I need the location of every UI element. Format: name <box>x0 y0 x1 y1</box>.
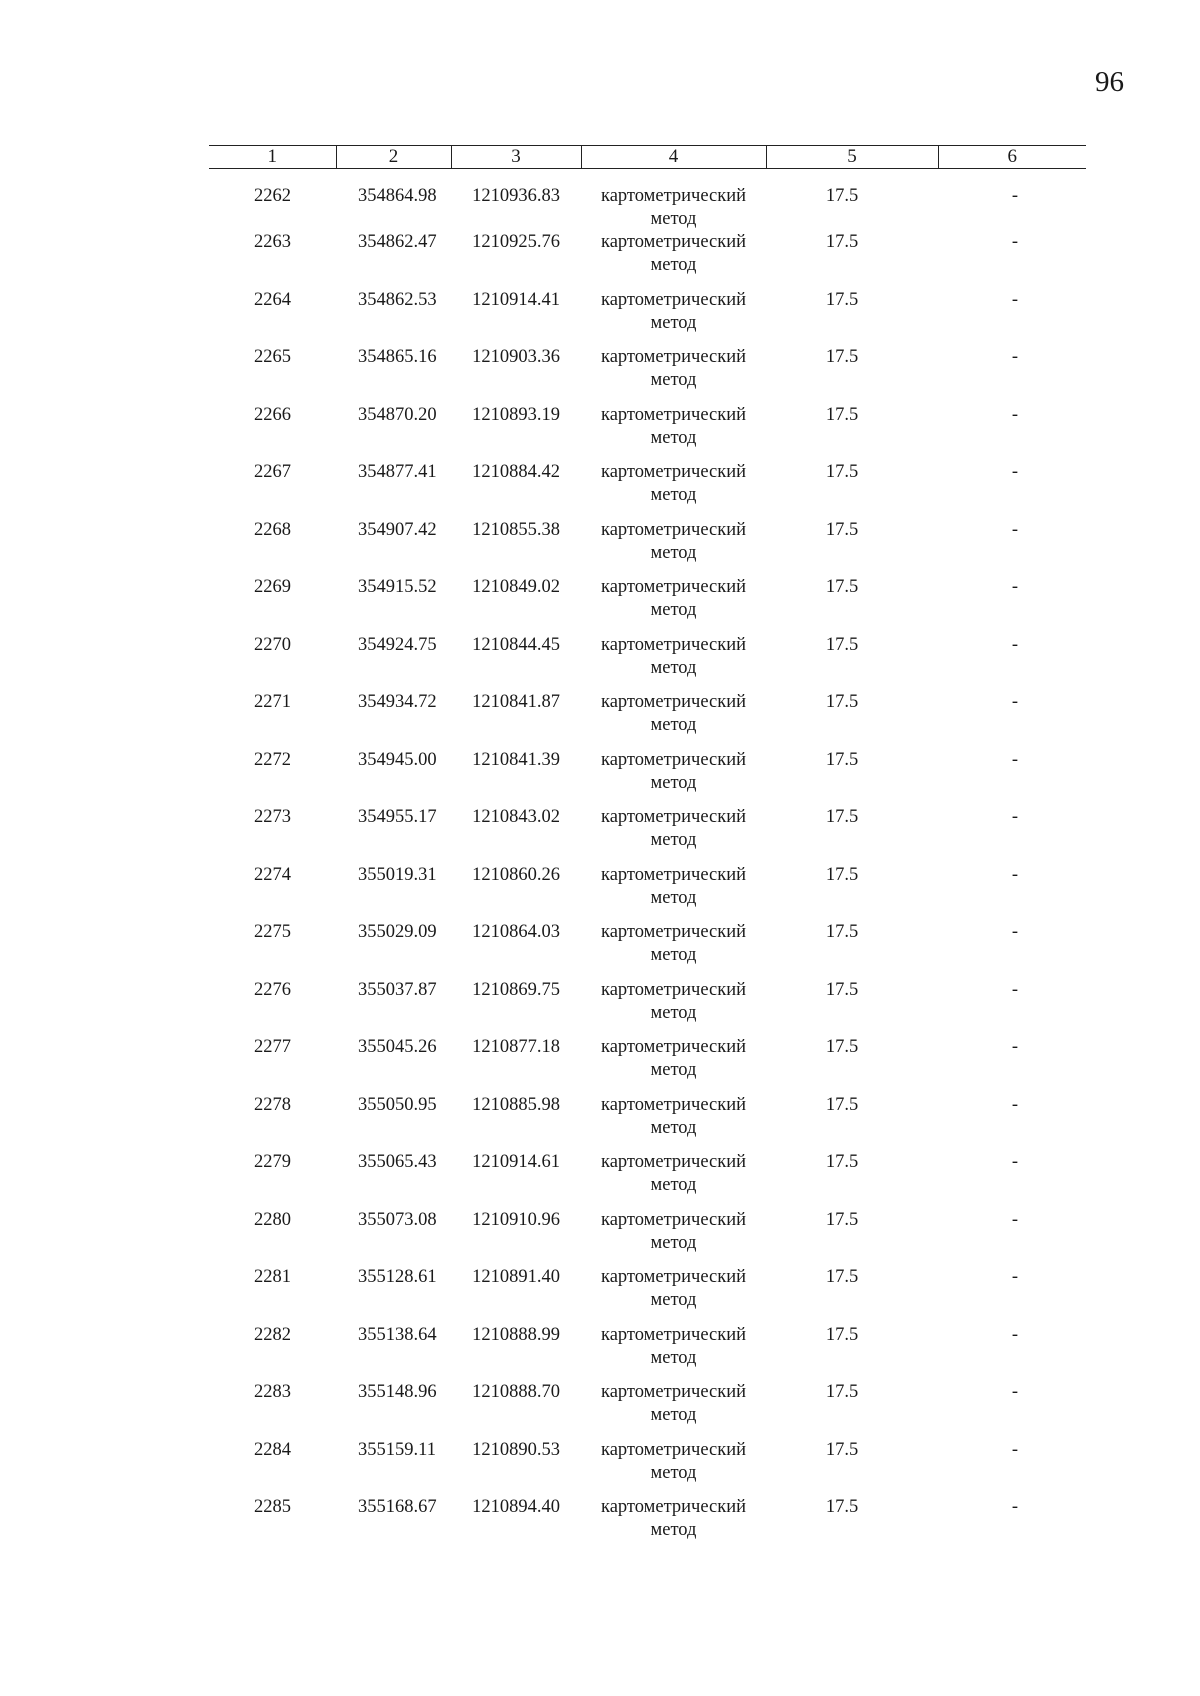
note-cell: - <box>1011 692 1019 712</box>
x-coordinate-cell: 355159.11 <box>358 1439 436 1460</box>
y-coordinate-cell: 1210884.42 <box>472 462 560 482</box>
method-line-2: метод <box>650 312 697 333</box>
y-coordinate-cell: 1210903.36 <box>472 347 560 367</box>
y-coordinate-cell: 1210860.26 <box>472 864 560 885</box>
method-cell <box>581 1036 766 1094</box>
x-coordinate-cell: 355168.67 <box>358 1497 437 1517</box>
column-header: 5 <box>766 146 938 169</box>
method-line-2: метод <box>650 1002 697 1023</box>
method-line-1: картометрический <box>600 1267 747 1287</box>
note-cell: - <box>1011 232 1019 252</box>
y-coordinate-cell: 1210925.76 <box>472 232 560 252</box>
point-number-cell: 2276 <box>254 979 291 1000</box>
method-cell <box>581 346 766 404</box>
table-row <box>209 1036 1086 1094</box>
note-cell: - <box>1011 922 1019 942</box>
x-coordinate-cell: 354955.17 <box>358 807 437 827</box>
method-line-1: картометрический <box>600 1439 747 1460</box>
method-line-1: картометрический <box>600 979 747 1000</box>
accuracy-cell: 17.5 <box>825 1267 859 1287</box>
method-line-1: картометрический <box>600 1324 747 1345</box>
table-row <box>209 1151 1086 1209</box>
method-line-2: метод <box>650 945 697 965</box>
note-cell: - <box>1011 979 1019 1000</box>
x-coordinate-cell: 355073.08 <box>358 1209 437 1230</box>
page-number: 96 <box>1095 66 1124 98</box>
accuracy-cell: 17.5 <box>825 186 859 206</box>
x-coordinate-cell: 355138.64 <box>358 1324 437 1345</box>
method-line-1: картометрический <box>600 634 747 655</box>
method-cell <box>581 979 766 1037</box>
method-line-2: метод <box>650 1175 697 1195</box>
note-cell: - <box>1011 1267 1019 1287</box>
point-number-cell: 2265 <box>254 347 291 367</box>
point-number-cell: 2270 <box>254 634 291 655</box>
method-cell <box>581 1496 766 1554</box>
method-line-2: метод <box>650 1520 697 1540</box>
note-cell: - <box>1011 519 1019 540</box>
method-line-2: метод <box>650 1232 697 1253</box>
y-coordinate-cell: 1210855.38 <box>472 519 560 540</box>
table-row <box>209 346 1086 404</box>
accuracy-cell: 17.5 <box>825 1209 859 1230</box>
method-line-2: метод <box>650 1347 697 1368</box>
method-line-1: картометрический <box>600 922 747 942</box>
column-header: 2 <box>336 146 451 169</box>
note-cell: - <box>1011 577 1019 597</box>
method-cell <box>581 576 766 634</box>
x-coordinate-cell: 355065.43 <box>358 1152 437 1172</box>
method-line-1: картометрический <box>600 577 747 597</box>
y-coordinate-cell: 1210841.39 <box>472 749 560 770</box>
method-cell <box>581 404 766 462</box>
column-header: 4 <box>581 146 766 169</box>
x-coordinate-cell: 355050.95 <box>358 1094 437 1115</box>
x-coordinate-cell: 355128.61 <box>358 1267 437 1287</box>
coordinates-table <box>209 145 1086 1554</box>
y-coordinate-cell: 1210888.70 <box>472 1382 560 1402</box>
table-row <box>209 1094 1086 1152</box>
method-cell <box>581 634 766 692</box>
method-cell <box>581 289 766 347</box>
table-row <box>209 634 1086 692</box>
y-coordinate-cell: 1210936.83 <box>472 186 560 206</box>
accuracy-cell: 17.5 <box>825 1094 859 1115</box>
accuracy-cell: 17.5 <box>825 577 859 597</box>
accuracy-cell: 17.5 <box>825 232 859 252</box>
point-number-cell: 2271 <box>254 692 291 712</box>
y-coordinate-cell: 1210888.99 <box>472 1324 560 1345</box>
table-row <box>209 519 1086 577</box>
point-number-cell: 2282 <box>254 1324 291 1345</box>
method-cell <box>581 1324 766 1382</box>
note-cell: - <box>1011 1382 1019 1402</box>
x-coordinate-cell: 354865.16 <box>358 347 437 367</box>
accuracy-cell: 17.5 <box>825 922 859 942</box>
point-number-cell: 2268 <box>254 519 291 540</box>
method-line-1: картометрический <box>600 692 747 712</box>
y-coordinate-cell: 1210869.75 <box>472 979 560 1000</box>
y-coordinate-cell: 1210841.87 <box>472 692 560 712</box>
table-row <box>209 404 1086 462</box>
table-header <box>209 146 1086 169</box>
x-coordinate-cell: 355037.87 <box>358 979 437 1000</box>
table-row <box>209 749 1086 807</box>
y-coordinate-cell: 1210914.41 <box>472 289 560 310</box>
table-row <box>209 1381 1086 1439</box>
accuracy-cell: 17.5 <box>825 519 859 540</box>
note-cell: - <box>1011 1439 1019 1460</box>
point-number-cell: 2274 <box>254 864 291 885</box>
point-number-cell: 2279 <box>254 1152 291 1172</box>
point-number-cell: 2266 <box>254 404 291 425</box>
note-cell: - <box>1011 1094 1019 1115</box>
table-row <box>209 576 1086 634</box>
note-cell: - <box>1011 347 1019 367</box>
x-coordinate-cell: 355045.26 <box>358 1037 437 1057</box>
table-row <box>209 289 1086 347</box>
x-coordinate-cell: 355029.09 <box>358 922 437 942</box>
method-line-2: метод <box>650 1060 697 1080</box>
accuracy-cell: 17.5 <box>825 1152 859 1172</box>
table-row <box>209 921 1086 979</box>
point-number-cell: 2277 <box>254 1037 291 1057</box>
accuracy-cell: 17.5 <box>825 1439 859 1460</box>
point-number-cell: 2275 <box>254 922 291 942</box>
method-line-1: картометрический <box>600 232 747 252</box>
x-coordinate-cell: 354934.72 <box>358 692 437 712</box>
table-row <box>209 864 1086 922</box>
point-number-cell: 2281 <box>254 1267 291 1287</box>
note-cell: - <box>1011 1209 1019 1230</box>
accuracy-cell: 17.5 <box>825 979 859 1000</box>
note-cell: - <box>1011 404 1019 425</box>
accuracy-cell: 17.5 <box>825 462 859 482</box>
method-line-1: картометрический <box>600 1497 747 1517</box>
method-cell <box>581 1439 766 1497</box>
point-number-cell: 2280 <box>254 1209 291 1230</box>
table-row <box>209 169 1086 232</box>
x-coordinate-cell: 354877.41 <box>358 462 437 482</box>
x-coordinate-cell: 354862.53 <box>358 289 437 310</box>
point-number-cell: 2269 <box>254 577 291 597</box>
point-number-cell: 2264 <box>254 289 291 310</box>
header-row <box>209 146 1086 169</box>
column-header: 6 <box>938 146 1086 169</box>
method-line-2: метод <box>650 657 697 678</box>
method-cell <box>581 691 766 749</box>
method-line-2: метод <box>650 887 697 908</box>
column-header: 3 <box>451 146 581 169</box>
y-coordinate-cell: 1210894.40 <box>472 1497 560 1517</box>
method-cell <box>581 806 766 864</box>
accuracy-cell: 17.5 <box>825 692 859 712</box>
table-row <box>209 691 1086 749</box>
method-cell <box>581 1266 766 1324</box>
method-line-2: метод <box>650 1290 697 1310</box>
table-body <box>209 169 1086 1554</box>
x-coordinate-cell: 354907.42 <box>358 519 437 540</box>
method-cell <box>581 461 766 519</box>
method-line-1: картометрический <box>600 289 747 310</box>
x-coordinate-cell: 354864.98 <box>358 186 437 206</box>
method-line-1: картометрический <box>600 186 747 206</box>
x-coordinate-cell: 354870.20 <box>358 404 437 425</box>
x-coordinate-cell: 354915.52 <box>358 577 437 597</box>
method-line-1: картометрический <box>600 404 747 425</box>
y-coordinate-cell: 1210910.96 <box>472 1209 560 1230</box>
point-number-cell: 2285 <box>254 1497 291 1517</box>
table-row <box>209 1439 1086 1497</box>
x-coordinate-cell: 354862.47 <box>358 232 437 252</box>
accuracy-cell: 17.5 <box>825 634 859 655</box>
method-line-2: метод <box>650 830 697 850</box>
y-coordinate-cell: 1210885.98 <box>472 1094 560 1115</box>
method-line-2: метод <box>650 370 697 390</box>
y-coordinate-cell: 1210891.40 <box>472 1267 560 1287</box>
method-cell <box>581 1381 766 1439</box>
method-line-2: метод <box>650 1117 697 1138</box>
accuracy-cell: 17.5 <box>825 289 859 310</box>
method-line-2: метод <box>650 255 697 275</box>
y-coordinate-cell: 1210893.19 <box>472 404 560 425</box>
method-line-1: картометрический <box>600 519 747 540</box>
method-line-2: метод <box>650 1405 697 1425</box>
method-line-1: картометрический <box>600 864 747 885</box>
x-coordinate-cell: 354924.75 <box>358 634 437 655</box>
note-cell: - <box>1011 1324 1019 1345</box>
accuracy-cell: 17.5 <box>825 1382 859 1402</box>
accuracy-cell: 17.5 <box>825 1324 859 1345</box>
method-line-2: метод <box>650 209 697 229</box>
x-coordinate-cell: 354945.00 <box>358 749 437 770</box>
point-number-cell: 2284 <box>254 1439 291 1460</box>
point-number-cell: 2267 <box>254 462 291 482</box>
method-line-1: картометрический <box>600 1152 747 1172</box>
note-cell: - <box>1011 186 1019 206</box>
accuracy-cell: 17.5 <box>825 1497 859 1517</box>
method-cell <box>581 1094 766 1152</box>
method-line-1: картометрический <box>600 1382 747 1402</box>
method-line-1: картометрический <box>600 749 747 770</box>
y-coordinate-cell: 1210914.61 <box>472 1152 560 1172</box>
note-cell: - <box>1011 289 1019 310</box>
y-coordinate-cell: 1210877.18 <box>472 1037 560 1057</box>
method-line-2: метод <box>650 427 697 448</box>
method-cell <box>581 1151 766 1209</box>
table-row <box>209 1324 1086 1382</box>
method-line-2: метод <box>650 772 697 793</box>
y-coordinate-cell: 1210890.53 <box>472 1439 560 1460</box>
method-line-2: метод <box>650 485 697 505</box>
method-cell <box>581 864 766 922</box>
point-number-cell: 2262 <box>254 186 291 206</box>
note-cell: - <box>1011 807 1019 827</box>
method-cell <box>581 749 766 807</box>
table-row <box>209 979 1086 1037</box>
method-cell <box>581 231 766 289</box>
table-row <box>209 806 1086 864</box>
method-line-1: картометрический <box>600 1209 747 1230</box>
point-number-cell: 2283 <box>254 1382 291 1402</box>
table-row <box>209 1266 1086 1324</box>
point-number-cell: 2278 <box>254 1094 291 1115</box>
y-coordinate-cell: 1210849.02 <box>472 577 560 597</box>
note-cell: - <box>1011 634 1019 655</box>
point-number-cell: 2273 <box>254 807 291 827</box>
note-cell: - <box>1011 1152 1019 1172</box>
accuracy-cell: 17.5 <box>825 347 859 367</box>
accuracy-cell: 17.5 <box>825 864 859 885</box>
note-cell: - <box>1011 749 1019 770</box>
method-line-1: картометрический <box>600 807 747 827</box>
method-line-1: картометрический <box>600 347 747 367</box>
method-line-2: метод <box>650 715 697 735</box>
note-cell: - <box>1011 1497 1019 1517</box>
point-number-cell: 2263 <box>254 232 291 252</box>
x-coordinate-cell: 355019.31 <box>358 864 437 885</box>
accuracy-cell: 17.5 <box>825 1037 859 1057</box>
x-coordinate-cell: 355148.96 <box>358 1382 437 1402</box>
method-line-1: картометрический <box>600 1094 747 1115</box>
method-cell <box>581 519 766 577</box>
table-row <box>209 231 1086 289</box>
method-line-2: метод <box>650 1462 697 1483</box>
point-number-cell: 2272 <box>254 749 291 770</box>
accuracy-cell: 17.5 <box>825 404 859 425</box>
column-header: 1 <box>209 146 336 169</box>
method-line-2: метод <box>650 600 697 620</box>
table-row <box>209 1496 1086 1554</box>
y-coordinate-cell: 1210843.02 <box>472 807 560 827</box>
method-cell <box>581 921 766 979</box>
method-line-1: картометрический <box>600 1037 747 1057</box>
method-line-2: метод <box>650 542 697 563</box>
table-row <box>209 461 1086 519</box>
method-cell <box>581 1209 766 1267</box>
accuracy-cell: 17.5 <box>825 807 859 827</box>
y-coordinate-cell: 1210864.03 <box>472 922 560 942</box>
method-cell <box>581 169 766 232</box>
y-coordinate-cell: 1210844.45 <box>472 634 560 655</box>
method-line-1: картометрический <box>600 462 747 482</box>
accuracy-cell: 17.5 <box>825 749 859 770</box>
note-cell: - <box>1011 864 1019 885</box>
table-row <box>209 1209 1086 1267</box>
note-cell: - <box>1011 1037 1019 1057</box>
note-cell: - <box>1011 462 1019 482</box>
